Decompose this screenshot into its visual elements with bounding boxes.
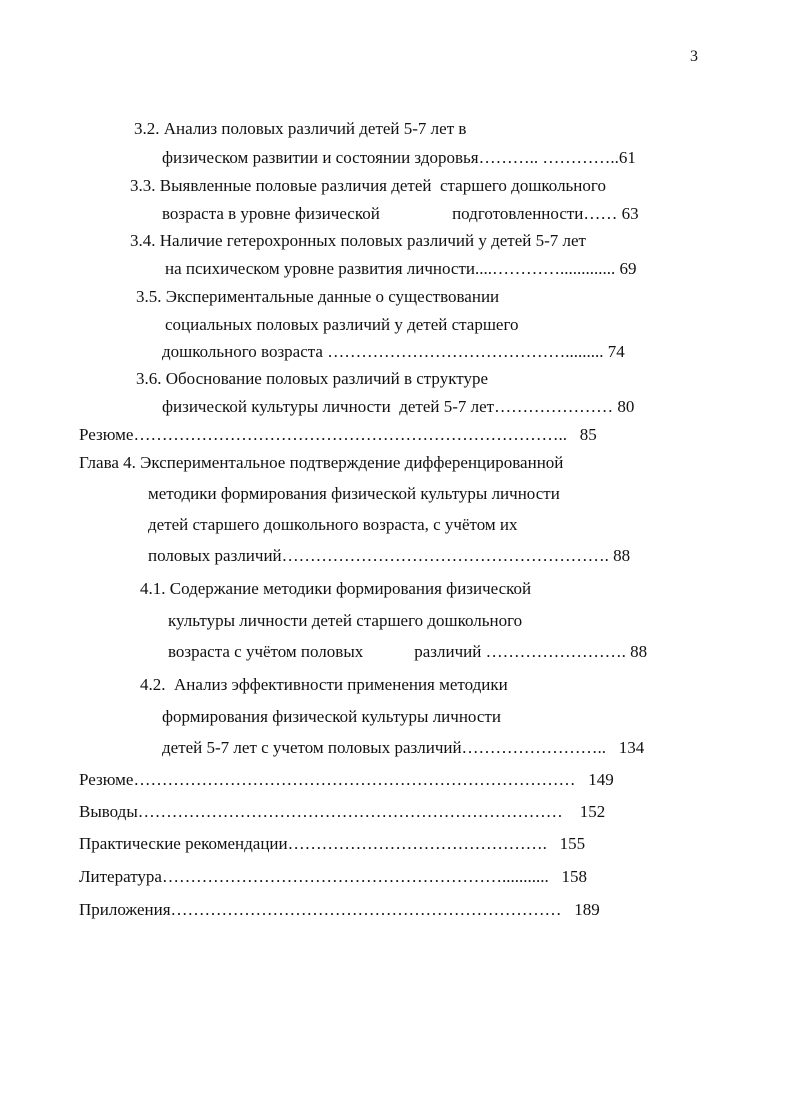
toc-line-literature: Литература……………………………………………………........... 158 xyxy=(79,867,587,886)
toc-line-conclusions: Выводы………………………………………………………………… 152 xyxy=(79,802,606,821)
toc-line-3-4-title: 3.4. Наличие гетерохронных половых различий у детей 5-7 лет xyxy=(130,231,586,250)
toc-line-recommendations: Практические рекомендации………………………………………. 155 xyxy=(79,834,586,853)
toc-line-3-3-title: 3.3. Выявленные половые различия детей старшего дошкольного xyxy=(130,176,606,195)
toc-line-4-1-title: 4.1. Содержание методики формирования физической xyxy=(140,579,532,598)
toc-line-chapter-4-entry: половых различий…………………………………………………. 88 xyxy=(148,546,631,565)
toc-line-chapter-4-title: Глава 4. Экспериментальное подтверждение дифференцированной xyxy=(79,453,564,472)
toc-line-chapter-4-cont-1: методики формирования физической культуры личности xyxy=(148,484,560,503)
toc-line-chapter-4-cont-2: детей старшего дошкольного возраста, с учётом их xyxy=(148,515,518,534)
toc-line-3-2-title: 3.2. Анализ половых различий детей 5-7 лет в xyxy=(134,119,467,138)
toc-line-appendices: Приложения…………………………………………………………… 189 xyxy=(79,900,600,919)
toc-line-3-3-entry: возраста в уровне физической подготовленности…… 63 xyxy=(162,204,639,223)
toc-line-summary-3: Резюме………………………………………………………………….. 85 xyxy=(79,425,597,444)
toc-line-3-5-entry: дошкольного возраста ……………………………………......... 74 xyxy=(162,342,625,361)
toc-line-4-2-entry: детей 5-7 лет с учетом половых различий…………………….. 134 xyxy=(162,738,645,757)
toc-line-3-6-entry: физической культуры личности детей 5-7 лет………………… 80 xyxy=(162,397,635,416)
page-number: 3 xyxy=(690,48,698,65)
toc-line-4-1-entry: возраста с учётом половых различий ……………………. 88 xyxy=(168,642,648,661)
toc-line-summary-4: Резюме…………………………………………………………………… 149 xyxy=(79,770,614,789)
toc-line-3-5-title: 3.5. Экспериментальные данные о существовании xyxy=(136,287,500,306)
toc-line-3-5-cont: социальных половых различий у детей старшего xyxy=(165,315,519,334)
toc-line-4-1-cont: культуры личности детей старшего дошкольного xyxy=(168,611,523,630)
toc-line-3-6-title: 3.6. Обоснование половых различий в структуре xyxy=(136,369,488,388)
toc-line-4-2-cont: формирования физической культуры личности xyxy=(162,707,501,726)
toc-line-3-2-entry: физическом развитии и состоянии здоровья……….. …………..61 xyxy=(162,148,636,167)
toc-line-3-4-entry: на психическом уровне развития личности....…………............. 69 xyxy=(165,259,637,278)
toc-line-4-2-title: 4.2. Анализ эффективности применения методики xyxy=(140,675,508,694)
